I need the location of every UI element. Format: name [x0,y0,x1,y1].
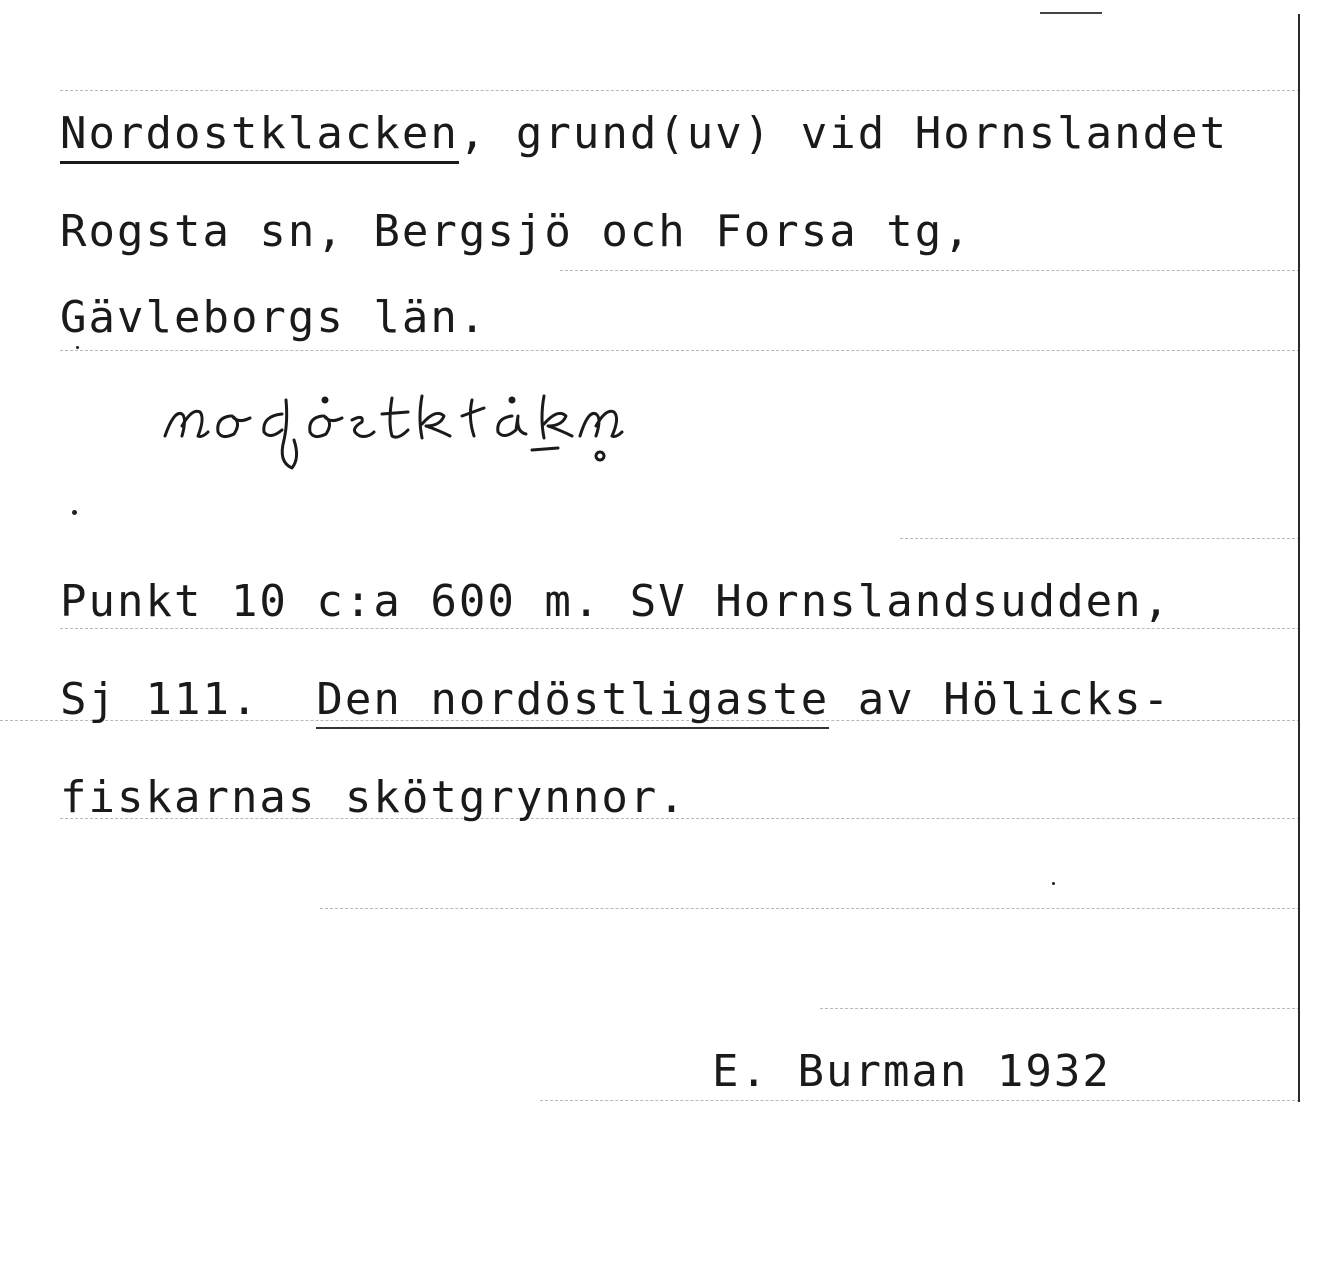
description-continued: av Hölicks- [829,674,1172,725]
parish-line: Rogsta sn, Bergsjö och Forsa tg, [60,206,972,257]
entry-heading [60,110,1228,158]
ink-speck [76,346,79,349]
ink-speck [1052,882,1055,885]
collector-signature: E. Burman 1932 [712,1046,1111,1097]
ruled-line [60,628,1300,629]
ink-speck [72,510,77,515]
card-edge-right [1298,14,1300,1102]
handwritten-phonetic-transcription [160,378,840,482]
ruled-line [60,90,1300,91]
description-end-line: fiskarnas skötgrynnor. [60,772,687,823]
place-description: , grund(uv) vid Hornslandet [458,108,1229,159]
ruled-line [540,1100,1300,1101]
chart-reference: Sj 111. [60,674,317,725]
ruled-line [320,908,1300,909]
description-underlined: Den nordöstligaste [316,674,829,729]
ruled-line [60,350,1300,351]
location-line: Punkt 10 c:a 600 m. SV Hornslandsudden, [60,576,1172,627]
handwriting-image [160,378,840,478]
ruled-line [900,538,1300,539]
card-edge-top [1040,12,1102,14]
ruled-line [820,1008,1300,1009]
chart-reference-line [60,676,1171,724]
county-line: Gävleborgs län. [60,292,488,343]
place-name: Nordostklacken [60,108,459,164]
ruled-line [560,270,1300,271]
